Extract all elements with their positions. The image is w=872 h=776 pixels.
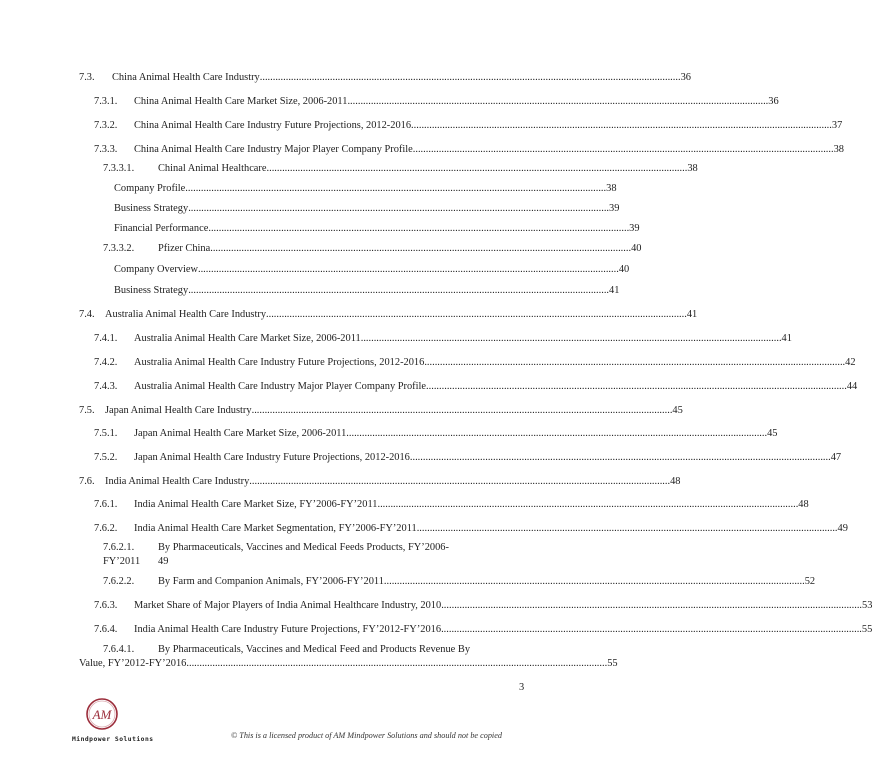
toc-page: 44 — [846, 381, 858, 392]
toc-leader: .................................................................................................................................................................. — [411, 120, 832, 131]
toc-number: 7.3. — [79, 72, 95, 83]
toc-title: Pfizer China — [158, 243, 211, 254]
toc-number: 7.6.3. — [94, 600, 118, 611]
toc-title: Australia Animal Health Care Industry Major Player Company Profile — [134, 381, 427, 392]
toc-title: Australia Animal Health Care Industry — [105, 309, 267, 320]
toc-entry[interactable] — [103, 643, 470, 656]
toc-leader: .................................................................................................................................................................. — [409, 452, 831, 463]
toc-leader: .................................................................................................................................................................. — [251, 405, 673, 416]
toc-page: 40 — [631, 243, 642, 254]
toc-number: 7.4. — [79, 309, 95, 320]
page-number: 3 — [519, 682, 525, 693]
toc-number: 7.6.1. — [94, 499, 118, 510]
toc-page: 49 — [158, 556, 169, 567]
toc-title: India Animal Health Care Market Segmentation, FY’2006-FY’2011 — [134, 523, 417, 534]
footer-copyright: © This is a licensed product of AM Mindpower Solutions and should not be copied — [231, 731, 502, 740]
toc-leader: .................................................................................................................................................................. — [346, 428, 768, 439]
toc-number: 7.4.2. — [94, 357, 118, 368]
toc-leader: .................................................................................................................................................................. — [441, 600, 863, 611]
toc-page: 52 — [804, 576, 816, 587]
toc-entry-continuation[interactable] — [103, 555, 168, 568]
toc-title: China Animal Health Care Industry Major Player Company Profile — [134, 144, 413, 155]
toc-page: 55 — [607, 658, 618, 669]
toc-title: By Pharmaceuticals, Vaccines and Medical Feed and Products Revenue By — [158, 644, 471, 655]
toc-page: 47 — [830, 452, 842, 463]
toc-leader: .................................................................................................................................................................. — [210, 243, 632, 254]
toc-page: 55 — [861, 624, 872, 635]
toc-title: Financial Performance — [114, 223, 209, 234]
toc-number: 7.3.2. — [94, 120, 118, 131]
toc-leader: .................................................................................................................................................................. — [360, 333, 782, 344]
company-logo — [72, 694, 162, 744]
toc-page: 48 — [798, 499, 809, 510]
toc-title: Japan Animal Health Care Market Size, 2006-2011 — [134, 428, 347, 439]
logo-name: Mindpower Solutions — [72, 736, 154, 743]
toc-page: 36 — [680, 72, 691, 83]
toc-title: Company Overview — [114, 264, 198, 275]
toc-leader: .................................................................................................................................................................. — [208, 223, 630, 234]
toc-leader: .................................................................................................................................................................. — [188, 285, 610, 296]
toc-leader: .................................................................................................................................................................. — [266, 309, 687, 320]
toc-title: Business Strategy — [114, 203, 189, 214]
toc-number: 7.3.3.2. — [103, 243, 135, 254]
toc-title: Japan Animal Health Care Industry — [105, 405, 252, 416]
toc-leader: .................................................................................................................................................................. — [424, 357, 846, 368]
toc-number: 7.6.4. — [94, 624, 118, 635]
toc-number: 7.6.2. — [94, 523, 118, 534]
toc-title: Value, FY’2012-FY’2016 — [79, 658, 187, 669]
toc-number: 7.6.2.1. — [103, 542, 135, 553]
toc-title: FY’2011 — [103, 556, 141, 567]
toc-entry[interactable] — [103, 541, 449, 554]
toc-page: 41 — [609, 285, 620, 296]
toc-number: 7.3.3. — [94, 144, 118, 155]
toc-title: Japan Animal Health Care Industry Future Projections, 2012-2016 — [134, 452, 410, 463]
toc-page: 45 — [767, 428, 778, 439]
toc-leader: .................................................................................................................................................................. — [347, 96, 769, 107]
logo-initials: AM — [92, 707, 112, 722]
toc-page: 45 — [672, 405, 683, 416]
toc-leader: .................................................................................................................................................................. — [249, 476, 671, 487]
toc-number: 7.6.2.2. — [103, 576, 135, 587]
toc-leader: .................................................................................................................................................................. — [188, 203, 610, 214]
toc-title: By Pharmaceuticals, Vaccines and Medical Feeds Products, FY’2006- — [158, 542, 449, 553]
toc-title: Market Share of Major Players of India Animal Healthcare Industry, 2010 — [134, 600, 442, 611]
toc-leader: .................................................................................................................................................................. — [197, 264, 619, 275]
toc-title: China Animal Health Care Industry Future Projections, 2012-2016 — [134, 120, 412, 131]
toc-title: By Farm and Companion Animals, FY’2006-FY’2011 — [158, 576, 384, 587]
toc-leader: .................................................................................................................................................................. — [416, 523, 838, 534]
toc-page: 36 — [768, 96, 779, 107]
toc-title: China Animal Health Care Market Size, 2006-2011 — [134, 96, 348, 107]
toc-page: 41 — [686, 309, 698, 320]
toc-page: 38 — [606, 183, 617, 194]
toc-title: India Animal Health Care Industry Future Projections, FY’2012-FY’2016 — [134, 624, 442, 635]
toc-leader: .................................................................................................................................................................. — [383, 576, 805, 587]
toc-leader: .................................................................................................................................................................. — [186, 658, 608, 669]
toc-page: 42 — [845, 357, 856, 368]
toc-page: 40 — [618, 264, 630, 275]
toc-page: 48 — [670, 476, 681, 487]
toc-number: 7.5.1. — [94, 428, 118, 439]
toc-leader: .................................................................................................................................................................. — [377, 499, 799, 510]
toc-leader: .................................................................................................................................................................. — [259, 72, 681, 83]
toc-title: Company Profile — [114, 183, 186, 194]
toc-title: India Animal Health Care Market Size, FY’2006-FY’2011 — [134, 499, 378, 510]
toc-title: Australia Animal Health Care Industry Future Projections, 2012-2016 — [134, 357, 425, 368]
toc-leader: .................................................................................................................................................................. — [185, 183, 607, 194]
toc-title: China Animal Health Care Industry — [112, 72, 260, 83]
toc-page: 53 — [862, 600, 872, 611]
toc-leader: .................................................................................................................................................................. — [266, 163, 688, 174]
toc-number: 7.5.2. — [94, 452, 118, 463]
toc-number: 7.5. — [79, 405, 95, 416]
toc-title: India Animal Health Care Industry — [105, 476, 250, 487]
toc-page: 39 — [629, 223, 640, 234]
toc-number: 7.3.3.1. — [103, 163, 135, 174]
toc-number: 7.6. — [79, 476, 95, 487]
toc-page: 39 — [609, 203, 620, 214]
toc-leader: .................................................................................................................................................................. — [412, 144, 834, 155]
toc-number: 7.4.3. — [94, 381, 118, 392]
toc-title: Australia Animal Health Care Market Size, 2006-2011 — [134, 333, 361, 344]
toc-page: 41 — [781, 333, 792, 344]
toc-title: Chinal Animal Healthcare — [158, 163, 267, 174]
toc-title: Business Strategy — [114, 285, 189, 296]
toc-page: 38 — [687, 163, 698, 174]
toc-number: 7.4.1. — [94, 333, 118, 344]
toc-leader: .................................................................................................................................................................. — [426, 381, 847, 392]
toc-leader: .................................................................................................................................................................. — [441, 624, 862, 635]
toc-page: 37 — [831, 120, 843, 131]
toc-number: 7.6.4.1. — [103, 644, 135, 655]
toc-number: 7.3.1. — [94, 96, 118, 107]
toc-page: 49 — [837, 523, 848, 534]
toc-page: 38 — [833, 144, 844, 155]
